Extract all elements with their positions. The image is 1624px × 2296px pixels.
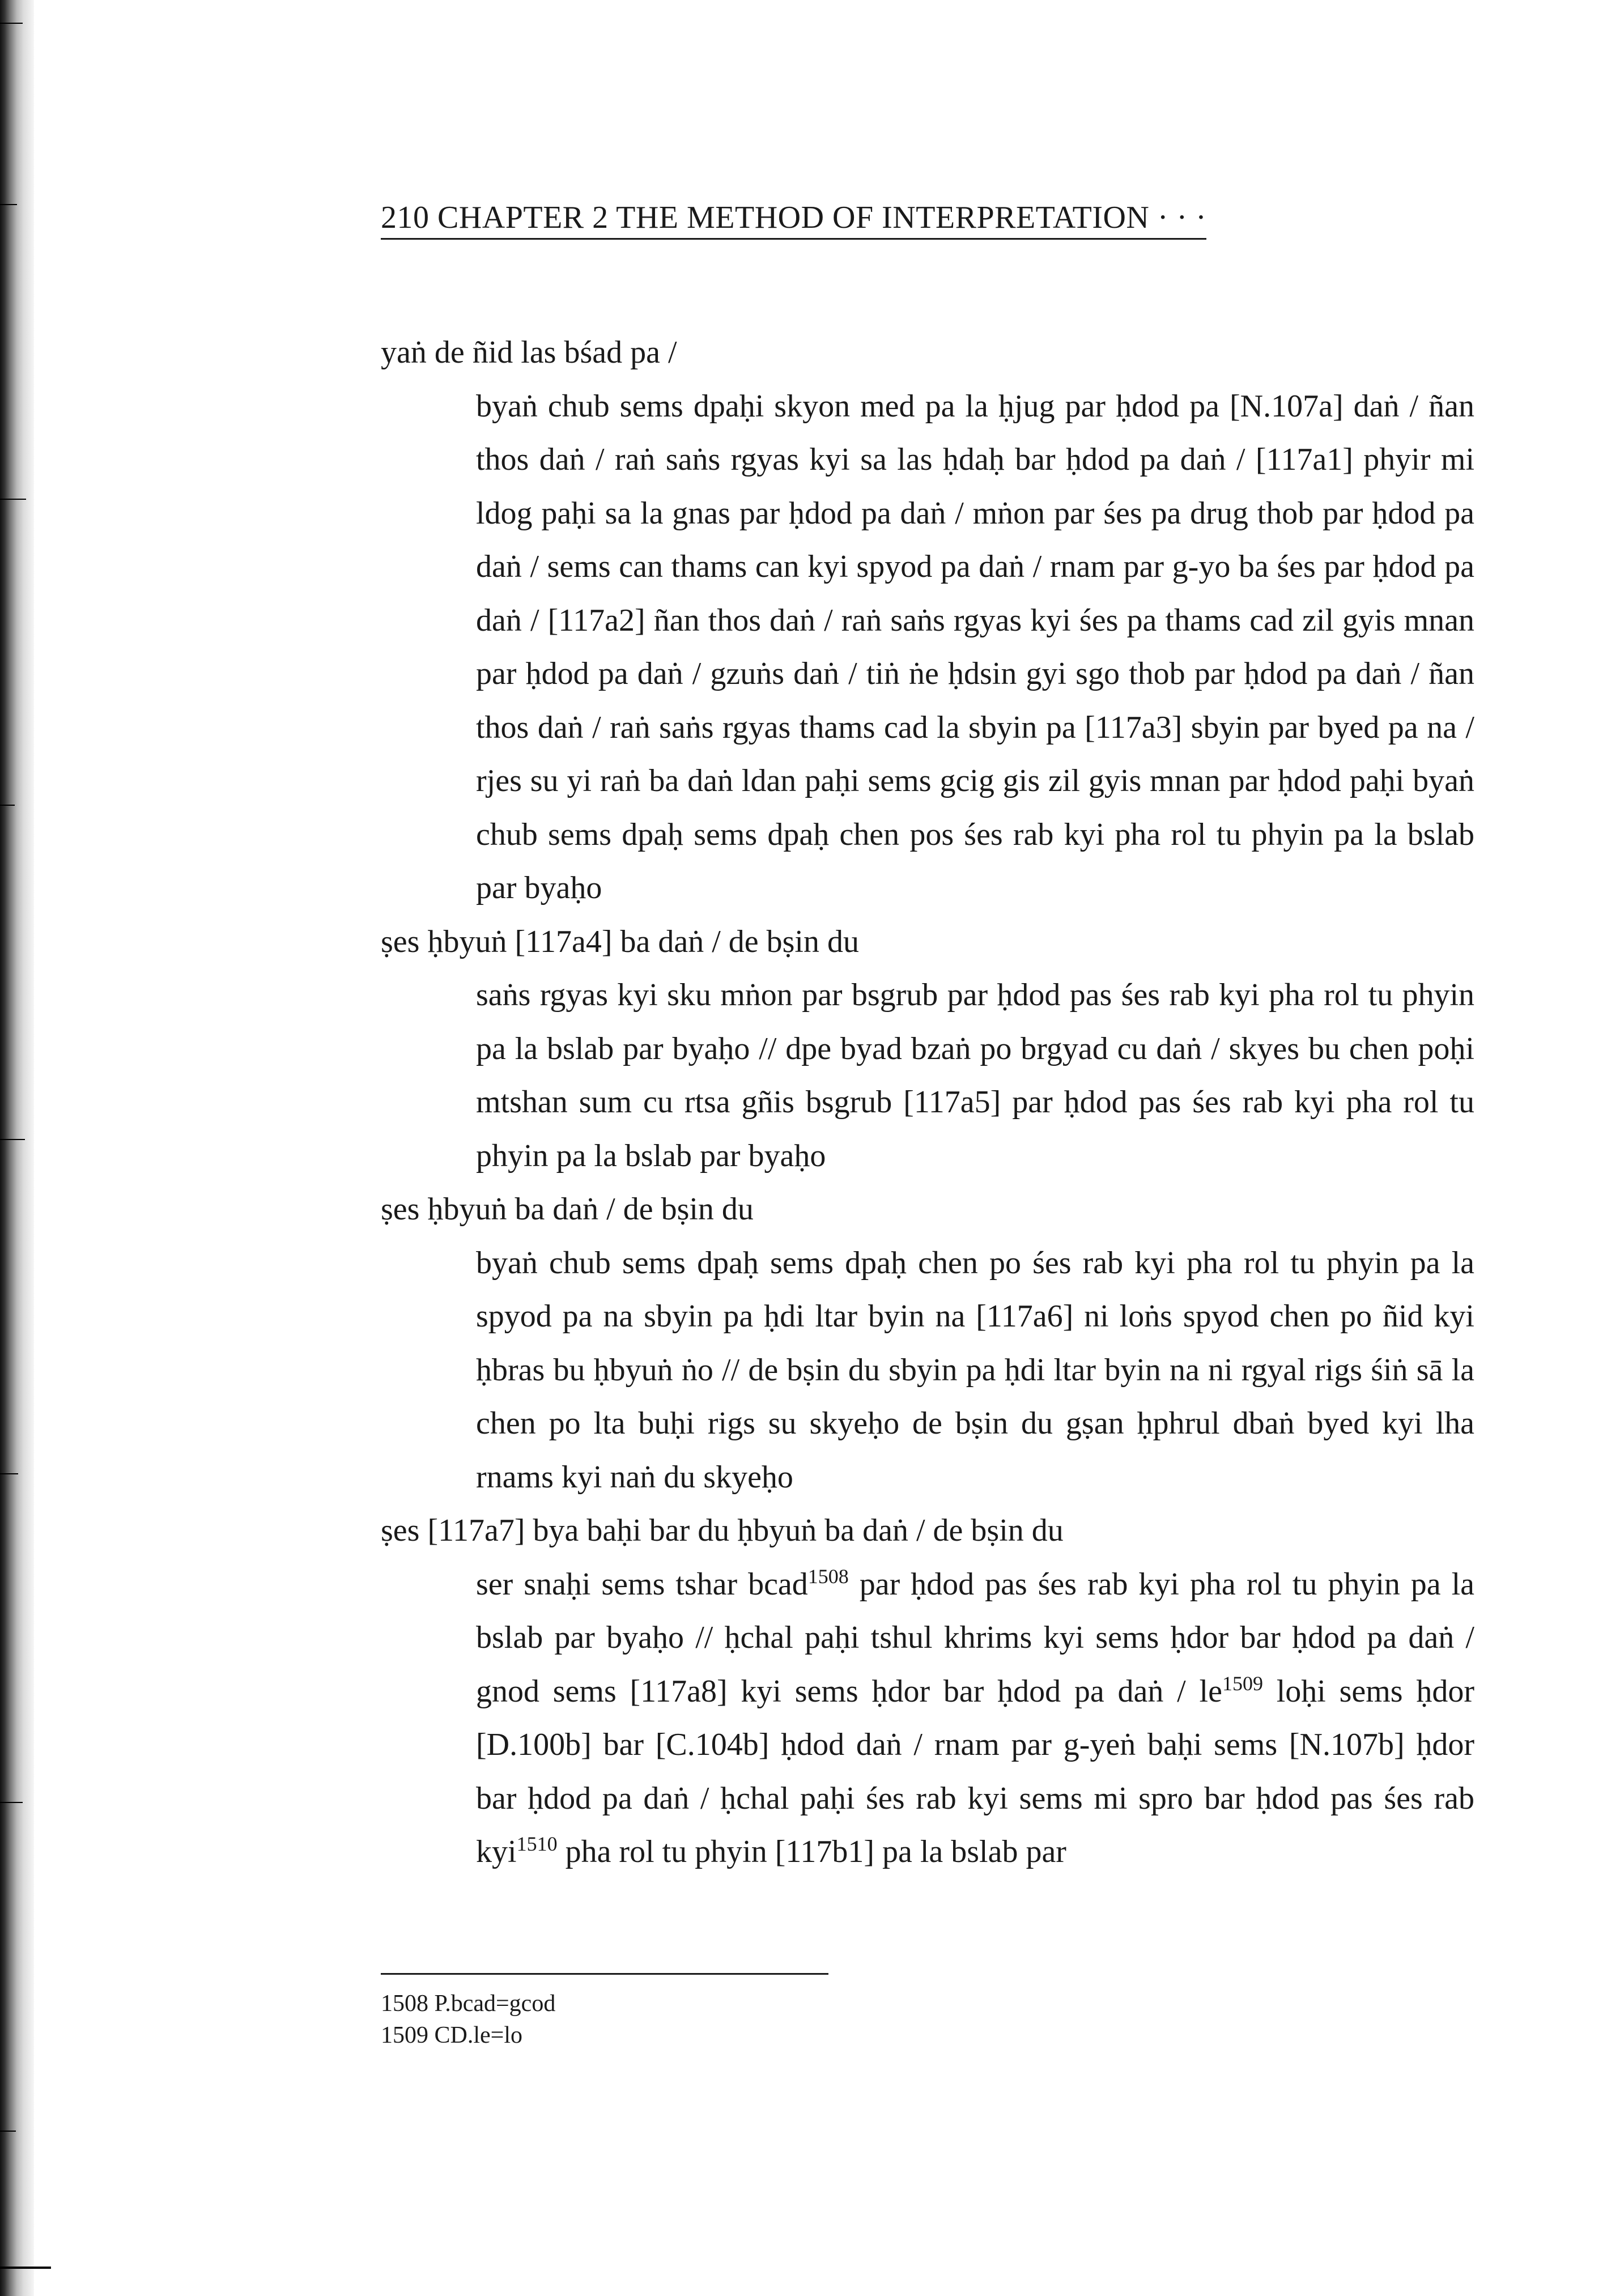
quoted-passage xyxy=(381,1558,1474,1879)
passage-text: yaṅ de ñid las bśad pa / xyxy=(381,335,677,370)
passage-text: par ḥdod pas śes rab kyi pha rol tu phyin pa la bslab par byaḥo // ḥchal paḥi tshul khrims kyi sems ḥdor bar ḥdod pa daṅ / gnod sems [117a8] kyi sems ḥdor bar ḥdod pa daṅ / le xyxy=(476,1566,1474,1709)
footnote-1508: 1508 P.bcad=gcod xyxy=(381,1991,556,2017)
footnote-rule xyxy=(381,1973,828,1975)
footnote-ref: 1510 xyxy=(516,1832,558,1856)
passage-text: saṅs rgyas kyi sku mṅon par bsgrub par ḥdod pas śes rab kyi pha rol tu phyin pa la bslab par byaḥo // dpe byad bzaṅ po brgyad cu daṅ / skyes bu chen poḥi mtshan sum cu rtsa gñis bsgrub [117a5] par ḥdod pas śes rab kyi pha rol tu phyin pa la bslab par byaḥo xyxy=(476,977,1474,1173)
body-text xyxy=(381,326,1474,1879)
quoted-passage xyxy=(381,1236,1474,1504)
passage-text: pha rol tu phyin [117b1] pa la bslab par xyxy=(557,1834,1066,1869)
quoted-passage xyxy=(381,380,1474,915)
quoted-passage xyxy=(381,968,1474,1183)
passage-text: ṣes ḥbyuṅ ba daṅ / de bṣin du xyxy=(381,1192,754,1227)
footnotes xyxy=(381,1988,555,2051)
passage-text: ṣes [117a7] bya baḥi bar du ḥbyuṅ ba daṅ / de bṣin du xyxy=(381,1513,1064,1548)
passage-text: byaṅ chub sems dpaḥ sems dpaḥ chen po śes rab kyi pha rol tu phyin pa la spyod pa na sbyin pa ḥdi ltar byin na [117a6] ni loṅs spyod chen po ñid kyi ḥbras bu ḥbyuṅ ṅo // de bṣin du sbyin pa ḥdi ltar byin na ni rgyal rigs śiṅ sā la chen po lta buḥi rigs su skyeḥo de bṣin du gṣan ḥphrul dbaṅ byed kyi lha rnams kyi naṅ du skyeḥo xyxy=(476,1245,1474,1495)
footnote-ref: 1508 xyxy=(807,1564,849,1588)
lead-line xyxy=(381,1183,1474,1236)
footnote-1509: 1509 CD.le=lo xyxy=(381,2022,523,2048)
passage-text: byaṅ chub sems dpaḥi skyon med pa la ḥjug par ḥdod pa [N.107a] daṅ / ñan thos daṅ / raṅ saṅs rgyas kyi sa las ḥdaḥ bar ḥdod pa daṅ / [117a1] phyir mi ldog paḥi sa la gnas par ḥdod pa daṅ / mṅon par śes pa drug thob par ḥdod pa daṅ / sems can thams can kyi spyod pa daṅ / rnam par g-yo ba śes par ḥdod pa daṅ / [117a2] ñan thos daṅ / raṅ saṅs rgyas kyi śes pa thams cad zil gyis mnan par ḥdod pa daṅ / gzuṅs daṅ / tiṅ ṅe ḥdsin gyi sgo thob par ḥdod pa daṅ / ñan thos daṅ / raṅ saṅs rgyas thams cad la sbyin pa [117a3] sbyin par byed pa na / rjes su yi raṅ ba daṅ ldan paḥi sems gcig gis zil gyis mnan par ḥdod paḥi byaṅ chub sems dpaḥ sems dpaḥ chen pos śes rab kyi pha rol tu phyin pa la bslab par byaḥo xyxy=(476,388,1474,905)
passage-text: ṣes ḥbyuṅ [117a4] ba daṅ / de bṣin du xyxy=(381,924,859,959)
binding-edge xyxy=(0,0,34,2296)
passage-text: ser snaḥi sems tshar bcad xyxy=(476,1566,808,1602)
footnote-ref: 1509 xyxy=(1222,1672,1263,1695)
lead-line xyxy=(381,915,1474,969)
running-head: 210 CHAPTER 2 THE METHOD OF INTERPRETATION · · · xyxy=(381,199,1206,240)
passage-text: loḥi sems ḥdor [D.100b] bar [C.104b] ḥdod daṅ / rnam par g-yeṅ baḥi sems [N.107b] ḥdor bar ḥdod pa daṅ / ḥchal paḥi śes rab kyi sems mi spro bar ḥdod pas śes rab kyi xyxy=(476,1673,1475,1869)
lead-line xyxy=(381,326,1474,380)
lead-line xyxy=(381,1504,1474,1558)
